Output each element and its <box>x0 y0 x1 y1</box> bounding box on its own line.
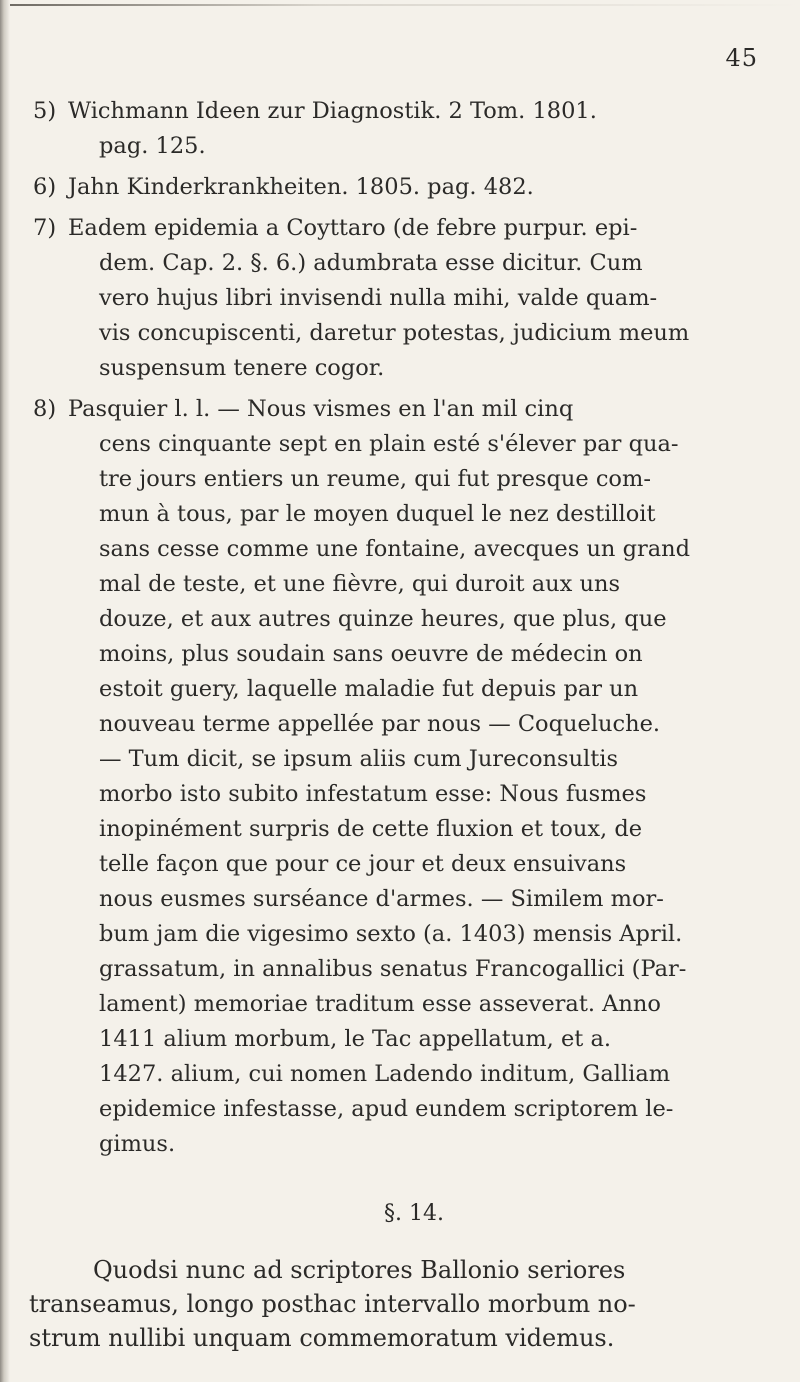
footnote-line: dem. Cap. 2. §. 6.) adumbrata esse dicitur. Cum <box>99 250 643 276</box>
footnote-line: vis concupiscenti, daretur potestas, judicium meum <box>99 320 690 346</box>
page-top-rule <box>0 4 800 6</box>
footnote-line: inopinément surpris de cette fluxion et toux, de <box>99 816 643 842</box>
footnote-line: mal de teste, et une fièvre, qui duroit aux uns <box>99 571 621 597</box>
footnote-line: Jahn Kinderkrankheiten. 1805. pag. 482. <box>68 174 534 200</box>
footnotes <box>33 94 775 1162</box>
footnote-line: 1411 alium morbum, le Tac appellatum, et a. <box>99 1026 612 1052</box>
footnote-line: cens cinquante sept en plain esté s'élever par qua- <box>99 431 679 457</box>
footnote-line: — Tum dicit, se ipsum aliis cum Jureconsultis <box>99 746 619 772</box>
footnote-line: epidemice infestasse, apud eundem scriptorem le- <box>99 1096 674 1122</box>
footnote-line: sans cesse comme une fontaine, avecques un grand <box>99 536 691 562</box>
footnote-number: 8) <box>33 396 57 422</box>
footnote-line: mun à tous, par le moyen duquel le nez destilloit <box>99 501 656 527</box>
footnote-line: morbo isto subito infestatum esse: Nous fusmes <box>99 781 647 807</box>
footnote-line: telle façon que pour ce jour et deux ensuivans <box>99 851 627 877</box>
footnote <box>33 170 775 205</box>
footnote-line: vero hujus libri invisendi nulla mihi, valde quam- <box>99 285 658 311</box>
footnote-number: 6) <box>33 174 57 200</box>
footnote <box>33 94 775 164</box>
footnote <box>33 211 775 386</box>
paragraph-line: transeamus, longo posthac intervallo morbum no- <box>29 1290 636 1318</box>
footnote-line: moins, plus soudain sans oeuvre de médecin on <box>99 641 643 667</box>
page-content <box>29 94 775 1355</box>
footnote-line: Wichmann Ideen zur Diagnostik. 2 Tom. 1801. <box>68 98 597 124</box>
footnote-line: tre jours entiers un reume, qui fut presque com- <box>99 466 651 492</box>
footnote-line: douze, et aux autres quinze heures, que plus, que <box>99 606 667 632</box>
footnote-line: pag. 125. <box>99 133 206 159</box>
footnote-line: nouveau terme appellée par nous — Coqueluche. <box>99 711 661 737</box>
footnote-line: suspensum tenere cogor. <box>99 355 385 381</box>
footnote-line: lament) memoriae traditum esse asseverat. Anno <box>99 991 661 1017</box>
footnote <box>33 392 775 1162</box>
page-binding-edge <box>0 0 10 1382</box>
footnote-number: 7) <box>33 215 57 241</box>
paragraph-line: Quodsi nunc ad scriptores Ballonio seriores <box>93 1256 626 1284</box>
footnote-line: gimus. <box>99 1131 176 1157</box>
footnote-line: bum jam die vigesimo sexto (a. 1403) mensis April. <box>99 921 683 947</box>
footnote-line: grassatum, in annalibus senatus Francogallici (Par- <box>99 956 687 982</box>
paragraph-line: strum nullibi unquam commemoratum videmus. <box>29 1324 615 1352</box>
footnote-line: 1427. alium, cui nomen Ladendo inditum, Galliam <box>99 1061 671 1087</box>
footnote-number: 5) <box>33 98 57 124</box>
footnote-line: Eadem epidemia a Coyttaro (de febre purpur. epi- <box>68 215 638 241</box>
body-paragraph <box>29 1253 775 1355</box>
page-number: 45 <box>725 44 758 72</box>
footnote-line: nous eusmes surséance d'armes. — Similem mor- <box>99 886 664 912</box>
footnote-line: Pasquier l. l. — Nous vismes en l'an mil cinq <box>68 396 574 422</box>
section-heading: §. 14. <box>384 1201 444 1226</box>
footnote-line: estoit guery, laquelle maladie fut depuis par un <box>99 676 639 702</box>
